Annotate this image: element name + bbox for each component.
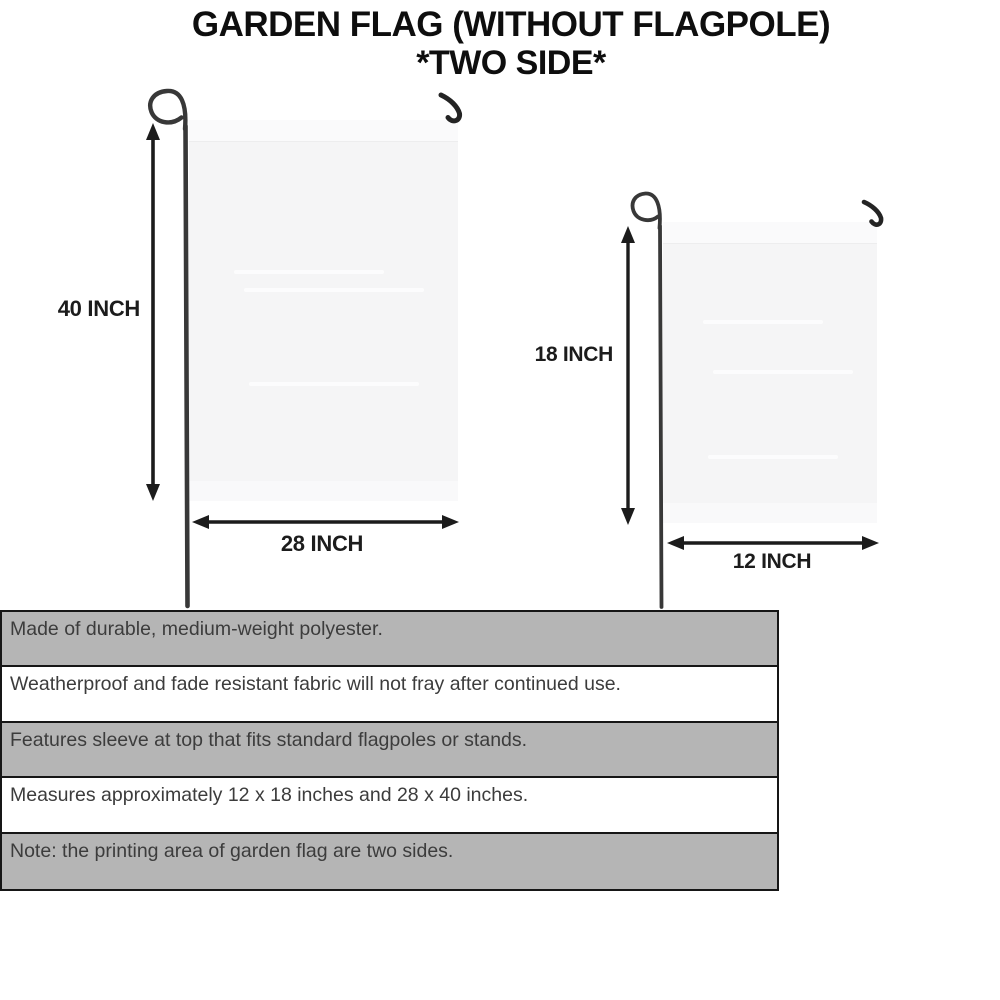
feature-row-note: Note: the printing area of garden flag are two sides. [2,834,777,889]
large-hook-icon [441,95,460,121]
small-flag-fold-line [703,320,823,324]
large-height-arrow-up-head [146,123,160,140]
small-flagpole [660,226,662,607]
small-flag-sleeve [663,222,877,244]
large-flag-bottom-hem [189,481,458,501]
large-width-arrow-right-head [442,515,459,529]
large-flag-fold-line [249,382,419,386]
large-height-arrow-down-head [146,484,160,501]
small-flag-fold-line [708,455,838,459]
feature-row-measurements: Measures approximately 12 x 18 inches and 28 x 40 inches. [2,778,777,833]
small-flag-fold-line [713,370,853,374]
feature-row-material: Made of durable, medium-weight polyester. [2,612,777,667]
small-height-arrow-up-head [621,226,635,243]
small-pole-loop-icon [633,193,660,228]
small-flag-fabric [663,222,877,523]
feature-row-sleeve: Features sleeve at top that fits standard flagpoles or stands. [2,723,777,778]
feature-row-weatherproof: Weatherproof and fade resistant fabric will not fray after continued use. [2,667,777,722]
feature-table [0,610,779,891]
title-line-1: GARDEN FLAG (WITHOUT FLAGPOLE) [191,5,831,44]
small-width-arrow-right-head [862,536,879,550]
large-flag-height-label: 40 INCH [57,296,140,321]
small-flag-bottom-hem [663,503,877,523]
small-flag-height-label: 18 INCH [534,343,613,366]
page-title [0,5,1000,82]
large-flag-width-label: 28 INCH [280,531,364,556]
title-line-2: *TWO SIDE* [416,44,606,83]
large-flag-sleeve [189,120,458,142]
large-pole-loop-icon [150,91,185,129]
large-flagpole [186,126,188,606]
large-flag-fold-line [234,270,384,274]
small-flag-width-label: 12 INCH [732,550,812,573]
large-width-arrow-left-head [192,515,209,529]
small-width-arrow-left-head [667,536,684,550]
small-height-arrow-down-head [621,508,635,525]
large-flag-fold-line [244,288,424,292]
large-flag-fabric [189,120,458,501]
